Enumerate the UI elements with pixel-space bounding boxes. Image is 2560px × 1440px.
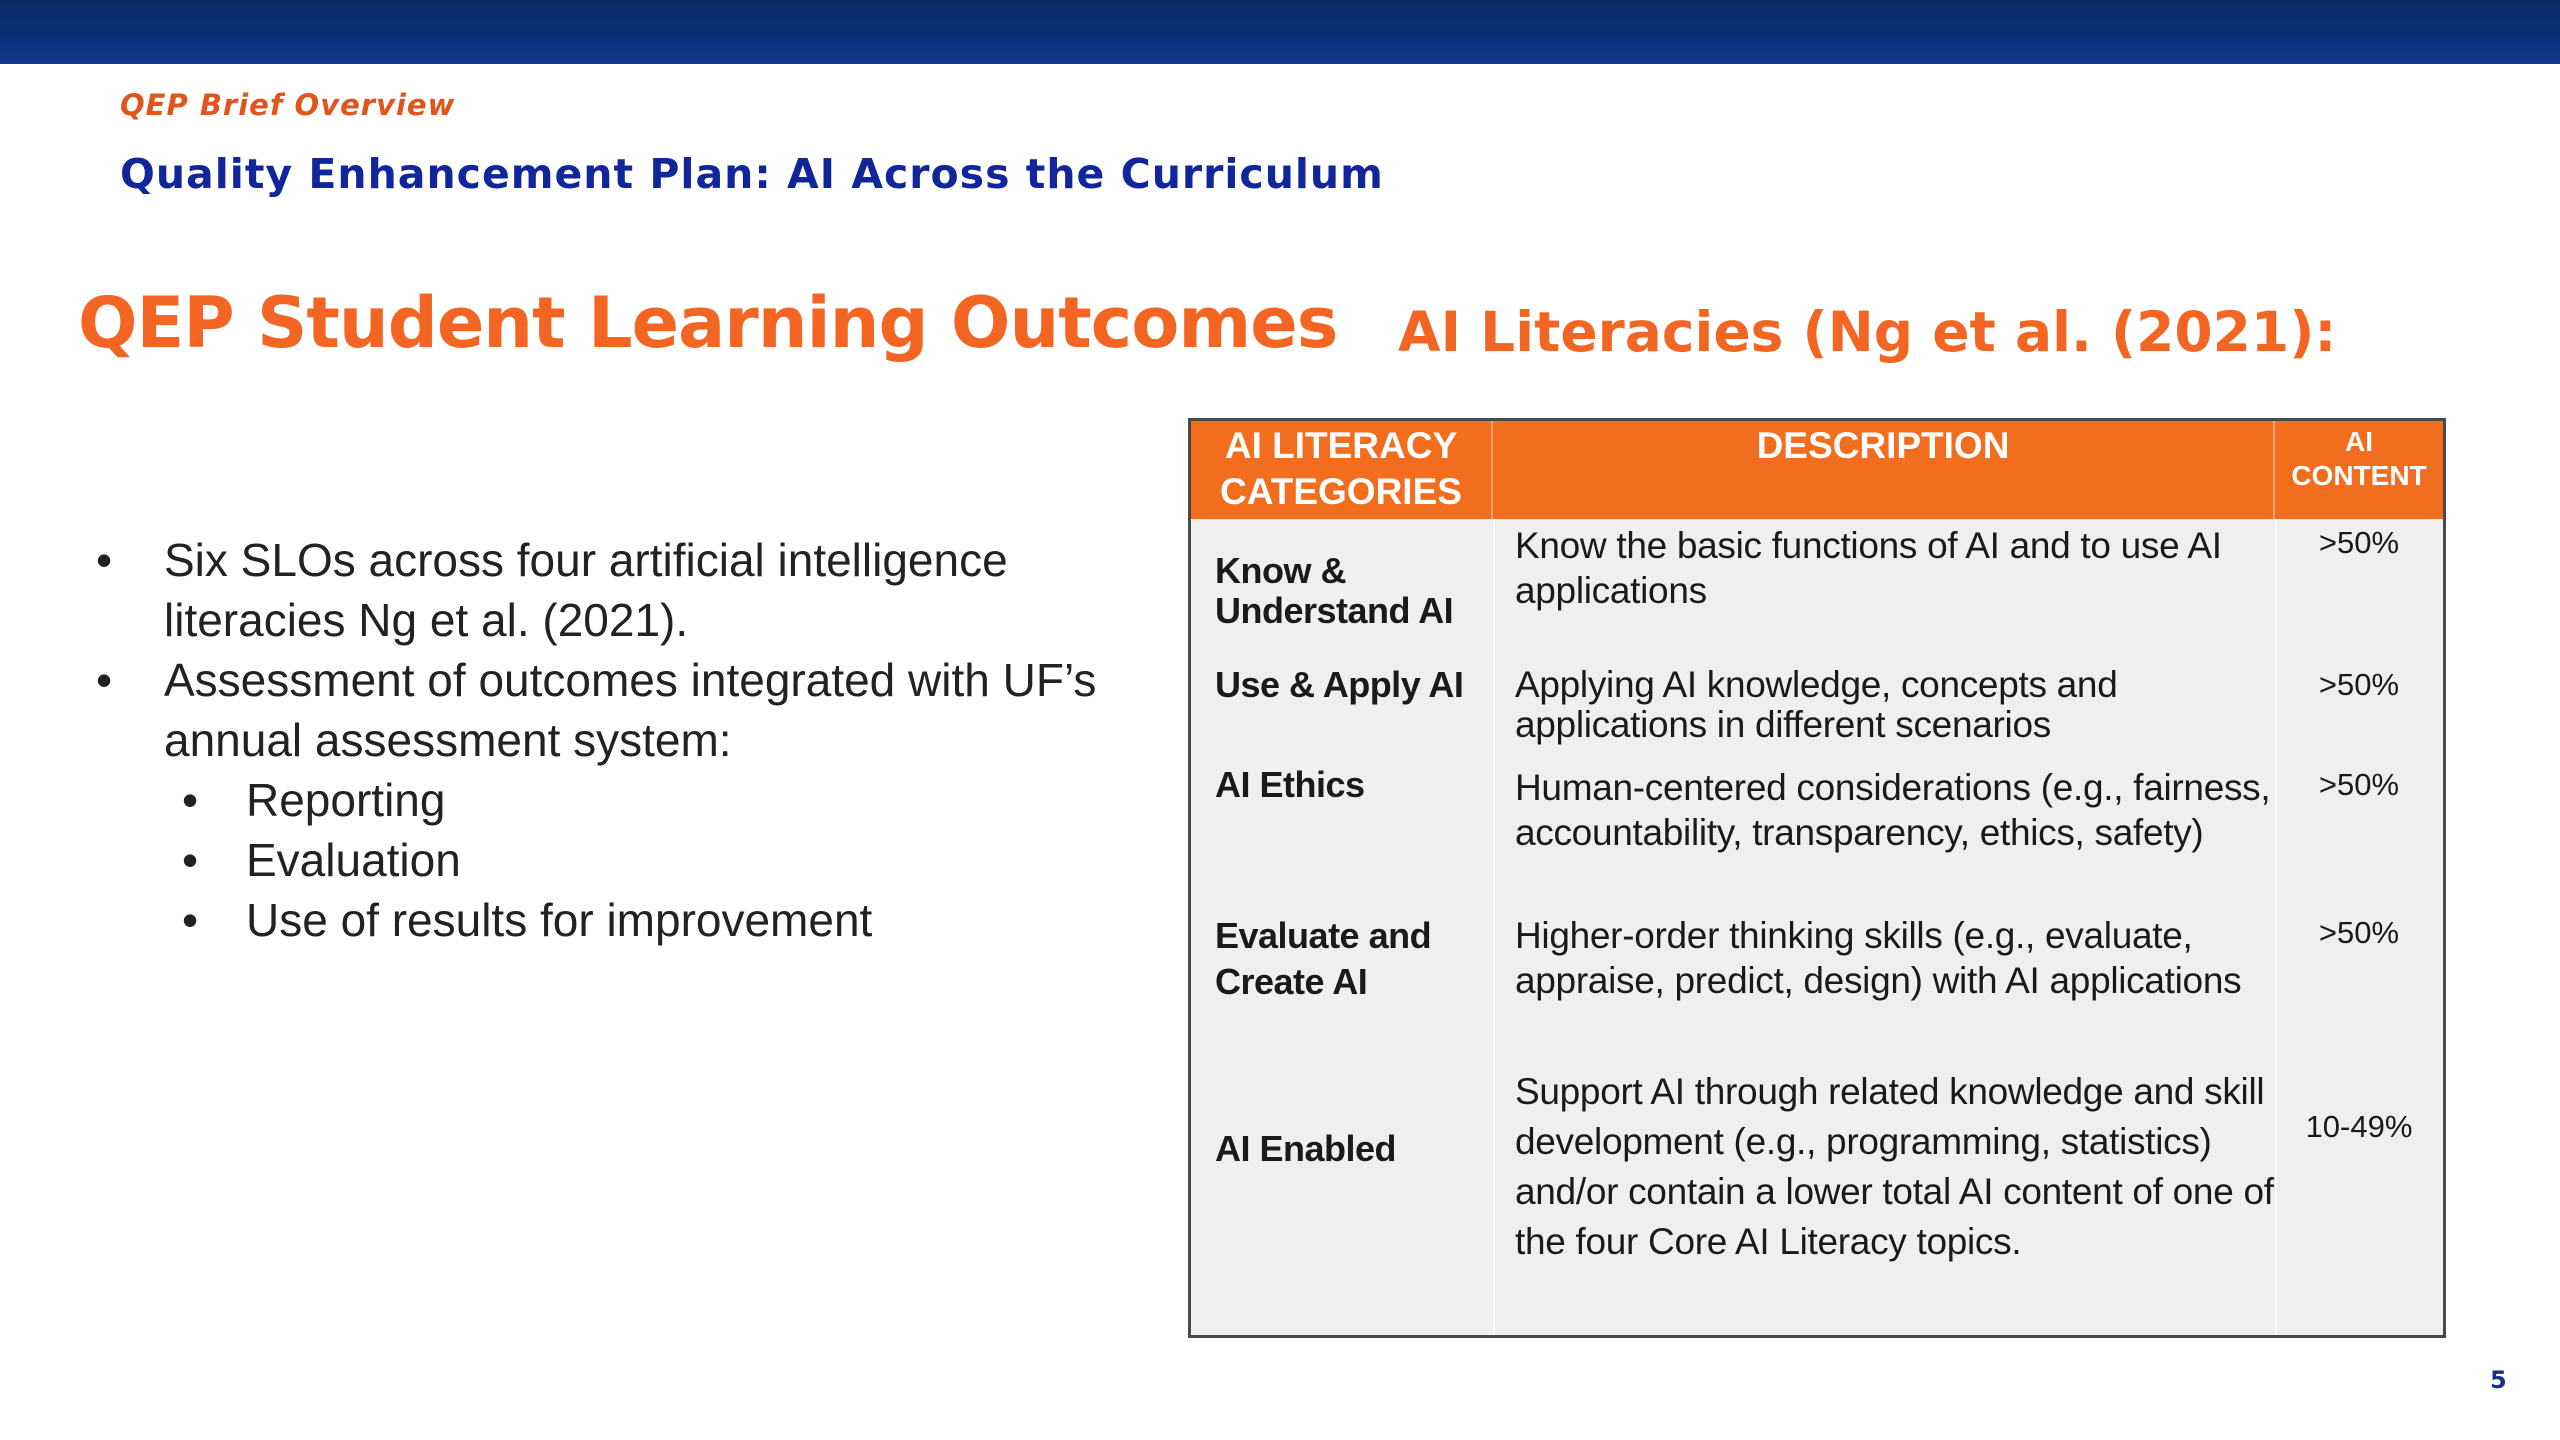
sub-bullet-item <box>96 890 1096 950</box>
table-row <box>1191 765 2443 855</box>
row-description: Know the basic functions of AI and to use AI applications <box>1515 525 2222 611</box>
row-content: >50% <box>2318 767 2400 802</box>
bullet-dot-icon: • <box>182 774 199 826</box>
table-row <box>1191 523 2443 631</box>
bullet-text: Assessment of outcomes integrated with UF’s annual assessment system: <box>164 654 1097 766</box>
deck-subtitle: Quality Enhancement Plan: AI Across the Curriculum <box>120 150 1384 198</box>
sub-bullet-text: Use of results for improvement <box>246 894 873 946</box>
table-row <box>1191 665 2443 745</box>
header-content: AI CONTENT <box>2291 426 2427 491</box>
row-category: Use & Apply AI <box>1215 664 1464 705</box>
bullet-dot-icon: • <box>182 894 199 946</box>
sub-bullet-item <box>96 830 1096 890</box>
table-header-row <box>1191 421 2443 519</box>
row-content: >50% <box>2318 915 2400 950</box>
bullet-dot-icon: • <box>182 834 199 886</box>
row-description: Support AI through related knowledge and skill development (e.g., programming, statistics) and/or contain a lower total AI content of one of the four Core AI Literacy topics. <box>1515 1071 2274 1262</box>
header-description: DESCRIPTION <box>1493 421 2275 519</box>
table-row <box>1191 1067 2443 1267</box>
sub-bullet-item <box>96 770 1096 830</box>
page-number: 5 <box>2490 1366 2507 1394</box>
bullet-item <box>96 650 1144 770</box>
section-kicker: QEP Brief Overview <box>120 88 456 122</box>
bullet-list <box>96 530 1096 950</box>
sub-bullet-text: Reporting <box>246 774 446 826</box>
top-banner <box>0 0 2560 64</box>
table-row <box>1191 913 2443 1005</box>
ai-literacy-table <box>1188 418 2446 1338</box>
row-content: >50% <box>2318 525 2400 560</box>
row-content: 10-49% <box>2305 1109 2413 1144</box>
slide-title: QEP Student Learning Outcomes <box>78 282 1338 364</box>
bullet-dot-icon: • <box>96 654 113 706</box>
bullet-item <box>96 530 1144 650</box>
row-category: Evaluate and Create AI <box>1215 915 1432 1002</box>
row-description: Applying AI knowledge, concepts and applications in different scenarios <box>1515 664 2118 745</box>
row-description: Higher-order thinking skills (e.g., evaluate, appraise, predict, design) with AI applications <box>1515 915 2242 1001</box>
bullet-dot-icon: • <box>96 534 113 586</box>
bullet-text: Six SLOs across four artificial intelligence literacies Ng et al. (2021). <box>164 534 1008 646</box>
row-category: AI Enabled <box>1215 1128 1397 1169</box>
row-description: Human-centered considerations (e.g., fairness, accountability, transparency, ethics, safety) <box>1515 767 2271 853</box>
row-content: >50% <box>2318 667 2400 702</box>
header-category: AI LITERACY CATEGORIES <box>1191 421 1493 519</box>
table-title: AI Literacies (Ng et al. (2021): <box>1398 300 2337 364</box>
row-category: AI Ethics <box>1215 764 1365 805</box>
row-category: Know & Understand AI <box>1215 550 1454 631</box>
sub-bullet-text: Evaluation <box>246 834 461 886</box>
